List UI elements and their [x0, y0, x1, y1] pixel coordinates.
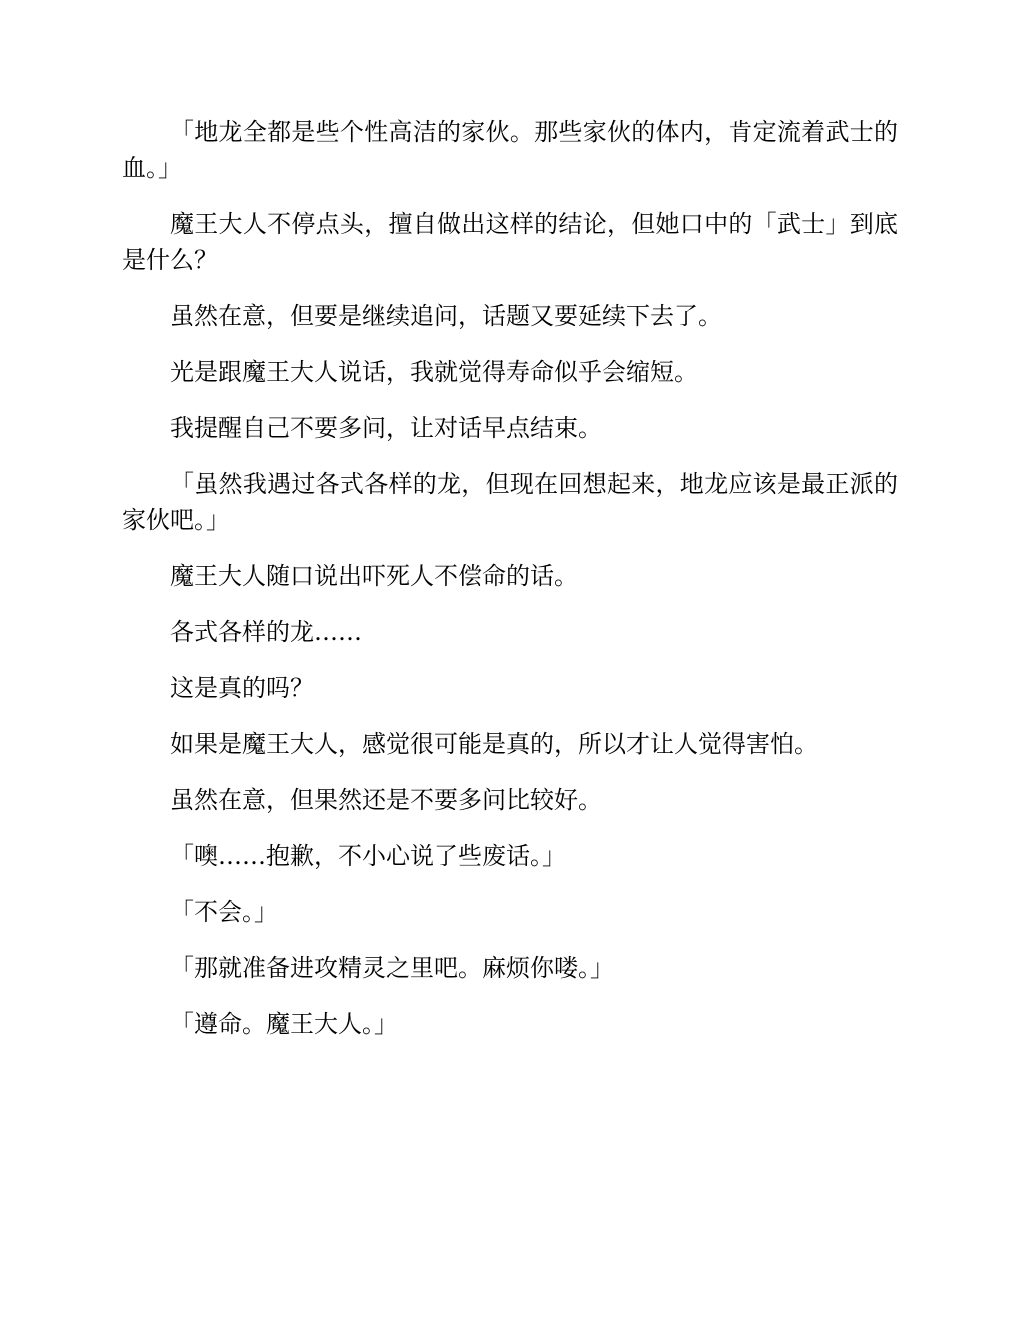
paragraph: 「虽然我遇过各式各样的龙，但现在回想起来，地龙应该是最正派的家伙吧。」	[122, 470, 898, 534]
paragraph: 光是跟魔王大人说话，我就觉得寿命似乎会缩短。	[170, 358, 698, 386]
paragraph: 「不会。」	[170, 898, 278, 926]
paragraph: 我提醒自己不要多问，让对话早点结束。	[170, 414, 602, 442]
paragraph: 「地龙全都是些个性高洁的家伙。那些家伙的体内，肯定流着武士的血。」	[122, 118, 898, 182]
paragraph: 「那就准备进攻精灵之里吧。麻烦你喽。」	[170, 954, 614, 982]
paragraph: 虽然在意，但要是继续追问，话题又要延续下去了。	[170, 302, 722, 330]
paragraph: 如果是魔王大人，感觉很可能是真的，所以才让人觉得害怕。	[170, 730, 818, 758]
document-page	[122, 114, 898, 1062]
paragraph: 这是真的吗？	[170, 674, 314, 702]
paragraph: 魔王大人随口说出吓死人不偿命的话。	[170, 562, 578, 590]
paragraph: 虽然在意，但果然还是不要多问比较好。	[170, 786, 602, 814]
paragraph: 「噢……抱歉，不小心说了些废话。」	[170, 842, 566, 870]
paragraph: 「遵命。魔王大人。」	[170, 1010, 398, 1038]
paragraph: 魔王大人不停点头，擅自做出这样的结论，但她口中的「武士」到底是什么？	[122, 210, 898, 274]
paragraph: 各式各样的龙……	[170, 618, 362, 646]
